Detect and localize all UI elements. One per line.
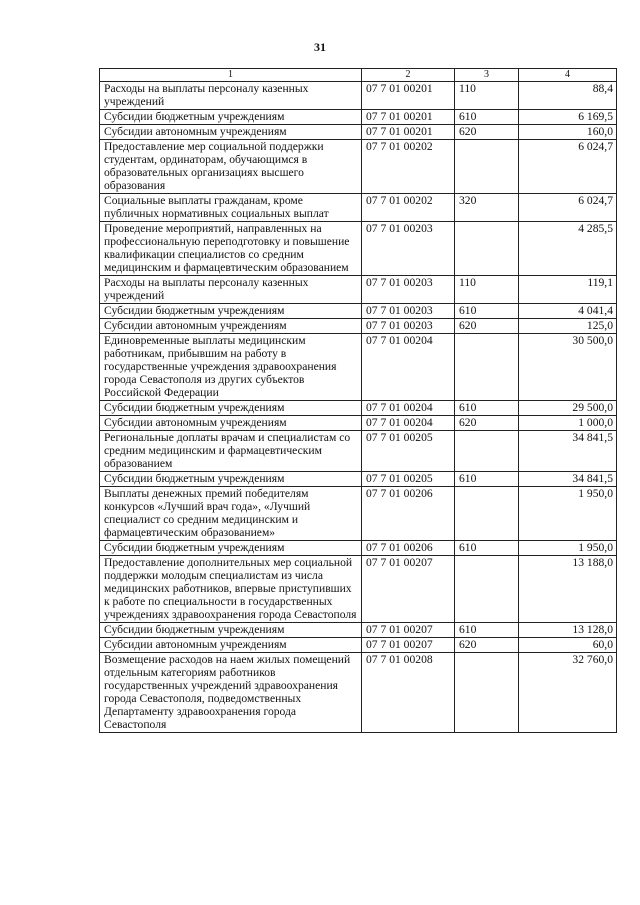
cell-name: Субсидии бюджетным учреждениям bbox=[100, 541, 362, 556]
cell-code: 07 7 01 00207 bbox=[362, 638, 455, 653]
table-row bbox=[100, 541, 617, 556]
cell-sum: 32 760,0 bbox=[519, 653, 617, 733]
col-header-1: 1 bbox=[100, 69, 362, 82]
table-row bbox=[100, 623, 617, 638]
cell-kvr: 110 bbox=[455, 276, 519, 304]
cell-code: 07 7 01 00201 bbox=[362, 125, 455, 140]
cell-code: 07 7 01 00204 bbox=[362, 334, 455, 401]
cell-kvr: 610 bbox=[455, 541, 519, 556]
cell-sum: 160,0 bbox=[519, 125, 617, 140]
cell-code: 07 7 01 00203 bbox=[362, 319, 455, 334]
cell-kvr bbox=[455, 653, 519, 733]
cell-kvr: 610 bbox=[455, 472, 519, 487]
cell-code: 07 7 01 00207 bbox=[362, 556, 455, 623]
cell-sum: 34 841,5 bbox=[519, 472, 617, 487]
table-row bbox=[100, 334, 617, 401]
cell-name: Предоставление мер социальной поддержки студентам, ординаторам, обучающимся в образовательных организациях высшего образования bbox=[100, 140, 362, 194]
cell-kvr bbox=[455, 556, 519, 623]
cell-code: 07 7 01 00205 bbox=[362, 431, 455, 472]
cell-name: Субсидии автономным учреждениям bbox=[100, 125, 362, 140]
cell-sum: 13 128,0 bbox=[519, 623, 617, 638]
cell-kvr bbox=[455, 487, 519, 541]
cell-name: Субсидии бюджетным учреждениям bbox=[100, 304, 362, 319]
cell-code: 07 7 01 00203 bbox=[362, 222, 455, 276]
cell-name: Социальные выплаты гражданам, кроме публичных нормативных социальных выплат bbox=[100, 194, 362, 222]
cell-name: Проведение мероприятий, направленных на профессиональную переподготовку и повышение квалификации специалистов со средним медицинским и фармацевтическим образованием bbox=[100, 222, 362, 276]
cell-code: 07 7 01 00203 bbox=[362, 276, 455, 304]
col-header-2: 2 bbox=[362, 69, 455, 82]
cell-kvr: 620 bbox=[455, 416, 519, 431]
cell-kvr bbox=[455, 222, 519, 276]
cell-code: 07 7 01 00204 bbox=[362, 401, 455, 416]
cell-code: 07 7 01 00205 bbox=[362, 472, 455, 487]
cell-name: Субсидии бюджетным учреждениям bbox=[100, 472, 362, 487]
cell-kvr: 320 bbox=[455, 194, 519, 222]
table-row bbox=[100, 194, 617, 222]
cell-name: Субсидии бюджетным учреждениям bbox=[100, 401, 362, 416]
cell-code: 07 7 01 00206 bbox=[362, 541, 455, 556]
cell-name: Субсидии бюджетным учреждениям bbox=[100, 623, 362, 638]
table-row bbox=[100, 556, 617, 623]
cell-sum: 88,4 bbox=[519, 82, 617, 110]
cell-sum: 13 188,0 bbox=[519, 556, 617, 623]
cell-sum: 6 024,7 bbox=[519, 194, 617, 222]
cell-name: Выплаты денежных премий победителям конкурсов «Лучший врач года», «Лучший специалист со средним медицинским и фармацевтическим образованием» bbox=[100, 487, 362, 541]
table-row bbox=[100, 416, 617, 431]
col-header-4: 4 bbox=[519, 69, 617, 82]
cell-name: Субсидии автономным учреждениям bbox=[100, 319, 362, 334]
cell-kvr: 610 bbox=[455, 401, 519, 416]
cell-code: 07 7 01 00202 bbox=[362, 140, 455, 194]
table-row bbox=[100, 140, 617, 194]
budget-table bbox=[99, 68, 617, 733]
cell-name: Расходы на выплаты персоналу казенных учреждений bbox=[100, 276, 362, 304]
table-row bbox=[100, 401, 617, 416]
cell-code: 07 7 01 00201 bbox=[362, 110, 455, 125]
table-row bbox=[100, 638, 617, 653]
cell-sum: 30 500,0 bbox=[519, 334, 617, 401]
table-row bbox=[100, 82, 617, 110]
cell-name: Предоставление дополнительных мер социальной поддержки молодым специалистам из числа медицинских работников, впервые приступивших к работе по специальности в государственных учреждениях здравоохранения города Севастополя bbox=[100, 556, 362, 623]
cell-sum: 60,0 bbox=[519, 638, 617, 653]
cell-kvr: 620 bbox=[455, 319, 519, 334]
cell-kvr bbox=[455, 431, 519, 472]
table-row bbox=[100, 319, 617, 334]
table-row bbox=[100, 472, 617, 487]
cell-sum: 6 169,5 bbox=[519, 110, 617, 125]
cell-sum: 125,0 bbox=[519, 319, 617, 334]
table-row bbox=[100, 125, 617, 140]
cell-code: 07 7 01 00203 bbox=[362, 304, 455, 319]
cell-sum: 4 041,4 bbox=[519, 304, 617, 319]
cell-sum: 29 500,0 bbox=[519, 401, 617, 416]
page-number: 31 bbox=[314, 40, 326, 54]
cell-code: 07 7 01 00201 bbox=[362, 82, 455, 110]
cell-sum: 1 950,0 bbox=[519, 487, 617, 541]
cell-sum: 1 000,0 bbox=[519, 416, 617, 431]
cell-code: 07 7 01 00208 bbox=[362, 653, 455, 733]
cell-kvr: 110 bbox=[455, 82, 519, 110]
table-row bbox=[100, 431, 617, 472]
cell-name: Региональные доплаты врачам и специалистам со средним медицинским и фармацевтическим образованием bbox=[100, 431, 362, 472]
col-header-3: 3 bbox=[455, 69, 519, 82]
cell-kvr: 610 bbox=[455, 110, 519, 125]
cell-name: Расходы на выплаты персоналу казенных учреждений bbox=[100, 82, 362, 110]
cell-sum: 119,1 bbox=[519, 276, 617, 304]
cell-kvr bbox=[455, 334, 519, 401]
table-row bbox=[100, 222, 617, 276]
cell-kvr bbox=[455, 140, 519, 194]
table-row bbox=[100, 653, 617, 733]
cell-kvr: 610 bbox=[455, 304, 519, 319]
table-row bbox=[100, 276, 617, 304]
cell-code: 07 7 01 00204 bbox=[362, 416, 455, 431]
cell-sum: 6 024,7 bbox=[519, 140, 617, 194]
cell-code: 07 7 01 00206 bbox=[362, 487, 455, 541]
cell-kvr: 620 bbox=[455, 125, 519, 140]
table-row bbox=[100, 110, 617, 125]
cell-sum: 4 285,5 bbox=[519, 222, 617, 276]
table-row bbox=[100, 487, 617, 541]
cell-code: 07 7 01 00202 bbox=[362, 194, 455, 222]
header-row bbox=[100, 69, 617, 82]
cell-sum: 34 841,5 bbox=[519, 431, 617, 472]
cell-name: Субсидии автономным учреждениям bbox=[100, 416, 362, 431]
cell-kvr: 620 bbox=[455, 638, 519, 653]
table-row bbox=[100, 304, 617, 319]
cell-name: Единовременные выплаты медицинским работникам, прибывшим на работу в государственные учреждения здравоохранения города Севастополя из других субъектов Российской Федерации bbox=[100, 334, 362, 401]
cell-code: 07 7 01 00207 bbox=[362, 623, 455, 638]
cell-name: Возмещение расходов на наем жилых помещений отдельным категориям работников государственных учреждений здравоохранения города Севастополя, подведомственных Департаменту здравоохранения города Севастополя bbox=[100, 653, 362, 733]
cell-name: Субсидии автономным учреждениям bbox=[100, 638, 362, 653]
cell-kvr: 610 bbox=[455, 623, 519, 638]
cell-sum: 1 950,0 bbox=[519, 541, 617, 556]
cell-name: Субсидии бюджетным учреждениям bbox=[100, 110, 362, 125]
